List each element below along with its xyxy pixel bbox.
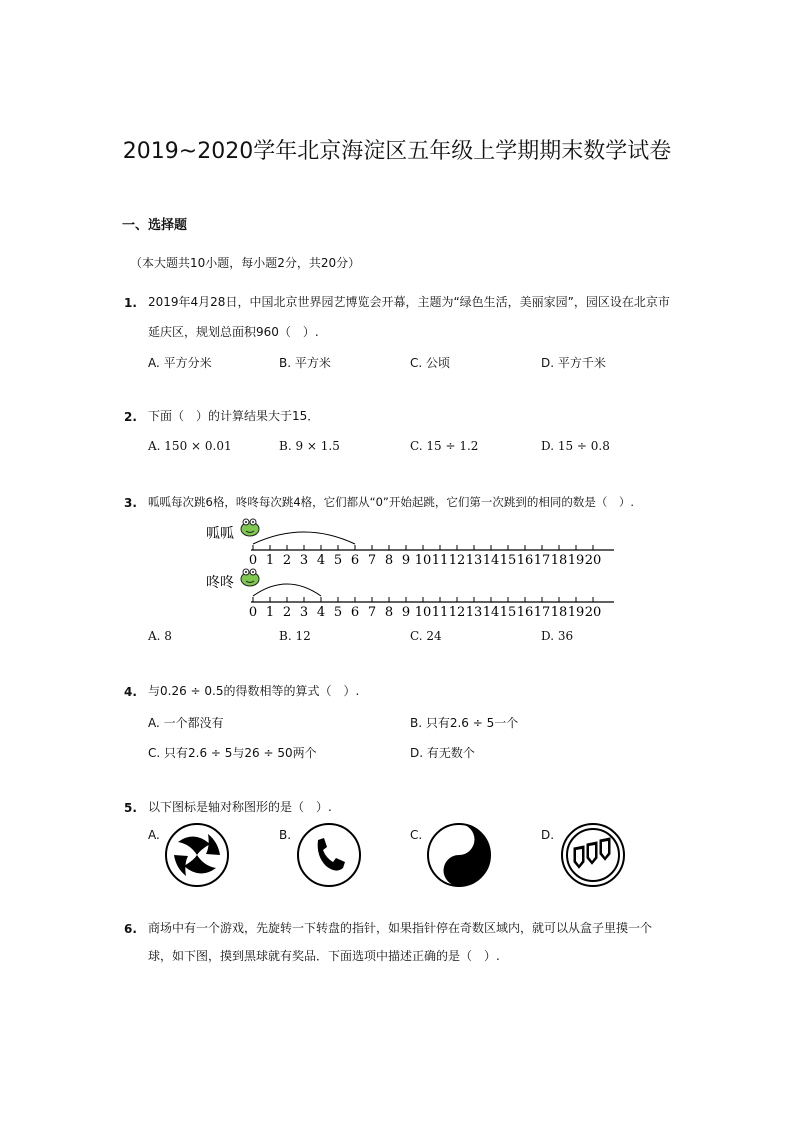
- label-guagua: 呱呱: [206, 526, 234, 542]
- question-text-line1: 商场中有一个游戏，先旋转一下转盘的指针，如果指针停在奇数区域内，就可以从盒子里摸一个: [148, 921, 653, 935]
- option-c[interactable]: C. 公顷: [410, 356, 451, 370]
- tick-label: 4: [316, 605, 326, 620]
- option-a[interactable]: A. 8: [148, 629, 172, 643]
- option-d[interactable]: D. 36: [541, 629, 574, 643]
- option-a[interactable]: A. 一个都没有: [148, 716, 224, 730]
- tick-label: 1: [265, 553, 275, 568]
- number-line-bottom: [249, 584, 614, 620]
- tick-label: 18: [550, 605, 568, 620]
- tick-label: 12: [448, 553, 466, 568]
- tick-label: 13: [465, 553, 483, 568]
- option-b[interactable]: B.: [279, 828, 292, 842]
- tick-label: 10: [414, 553, 432, 568]
- tick-label: 15: [499, 553, 517, 568]
- tick-label: 11: [431, 605, 449, 620]
- option-c[interactable]: C. 15 ÷ 1.2: [410, 439, 479, 453]
- tick-label: 7: [367, 553, 377, 568]
- option-b[interactable]: B. 只有2.6 ÷ 5一个: [410, 716, 519, 730]
- tick-label: 19: [567, 553, 585, 568]
- tick-label: 20: [584, 553, 602, 568]
- tick-label: 20: [584, 605, 602, 620]
- tick-label: 14: [482, 605, 500, 620]
- tick-label: 3: [299, 553, 309, 568]
- question-text-line1: 2019年4月28日，中国北京世界园艺博览会开幕，主题为“绿色生活，美丽家园”，园区设在北京市: [148, 295, 670, 309]
- number-line-top: [249, 532, 614, 568]
- tick-label: 19: [567, 605, 585, 620]
- option-d[interactable]: D. 有无数个: [410, 746, 475, 760]
- tick-label: 15: [499, 605, 517, 620]
- question-text-line2: 球，如下图，摸到黑球就有奖品．下面选项中描述正确的是（ ）.: [148, 949, 500, 963]
- option-d[interactable]: D. 平方千米: [541, 356, 606, 370]
- question-number: 6.: [124, 922, 137, 936]
- tick-label: 8: [384, 553, 394, 568]
- tick-label: 1: [265, 605, 275, 620]
- frog-icon: [241, 569, 259, 586]
- option-a[interactable]: A. 150 × 0.01: [148, 439, 232, 453]
- option-c[interactable]: C. 只有2.6 ÷ 5与26 ÷ 50两个: [148, 746, 317, 760]
- logo-a-icon[interactable]: [164, 822, 230, 888]
- tick-label: 9: [401, 553, 411, 568]
- tick-label: 6: [350, 553, 360, 568]
- question-text-line2: 延庆区，规划总面积960（ ）.: [148, 325, 319, 339]
- option-a[interactable]: A.: [148, 828, 160, 842]
- yin-yang-icon[interactable]: [426, 822, 492, 888]
- tick-label: 0: [248, 553, 258, 568]
- question-text-line1: 以下图标是轴对称图形的是（ ）.: [148, 800, 332, 814]
- question-text-line1: 下面（ ）的计算结果大于15．: [148, 409, 320, 423]
- tick-label: 16: [516, 605, 534, 620]
- tick-label: 5: [333, 553, 343, 568]
- tick-label: 10: [414, 605, 432, 620]
- label-dongdong: 咚咚: [206, 575, 234, 591]
- option-d[interactable]: D. 15 ÷ 0.8: [541, 439, 610, 453]
- tick-label: 0: [248, 605, 258, 620]
- option-b[interactable]: B. 9 × 1.5: [279, 439, 340, 453]
- tick-label: 17: [533, 605, 551, 620]
- tick-label: 6: [350, 605, 360, 620]
- frog-icon: [241, 519, 259, 536]
- option-b[interactable]: B. 平方米: [279, 356, 331, 370]
- tick-label: 11: [431, 553, 449, 568]
- tick-label: 8: [384, 605, 394, 620]
- tick-label: 5: [333, 605, 343, 620]
- question-number: 1.: [124, 296, 137, 310]
- shield-logo-icon[interactable]: [560, 822, 626, 888]
- tick-label: 18: [550, 553, 568, 568]
- tick-label: 2: [282, 553, 292, 568]
- tick-label: 3: [299, 605, 309, 620]
- section-note: （本大题共10小题，每小题2分，共20分）: [130, 256, 361, 270]
- option-d[interactable]: D.: [541, 828, 555, 842]
- question-text-line1: 与0.26 ÷ 0.5的得数相等的算式（ ）.: [148, 684, 360, 698]
- question-number: 2.: [124, 410, 137, 424]
- number-line-figure: [200, 512, 620, 622]
- tick-label: 16: [516, 553, 534, 568]
- page-title: 2019~2020学年北京海淀区五年级上学期期末数学试卷: [122, 139, 672, 164]
- tick-label: 14: [482, 553, 500, 568]
- option-b[interactable]: B. 12: [279, 629, 311, 643]
- phone-logo-icon[interactable]: [296, 822, 362, 888]
- question-number: 3.: [124, 496, 137, 510]
- tick-label: 7: [367, 605, 377, 620]
- tick-label: 9: [401, 605, 411, 620]
- option-a[interactable]: A. 平方分米: [148, 356, 212, 370]
- option-c[interactable]: C.: [410, 828, 423, 842]
- tick-label: 4: [316, 553, 326, 568]
- option-c[interactable]: C. 24: [410, 629, 442, 643]
- tick-label: 17: [533, 553, 551, 568]
- tick-label: 13: [465, 605, 483, 620]
- section-heading: 一、选择题: [122, 218, 188, 233]
- tick-label: 2: [282, 605, 292, 620]
- question-number: 5.: [124, 801, 137, 815]
- tick-label: 12: [448, 605, 466, 620]
- question-number: 4.: [124, 685, 137, 699]
- jump-arc: [253, 584, 321, 596]
- question-text-line1: 呱呱每次跳6格，咚咚每次跳4格，它们都从“0”开始起跳，它们第一次跳到的相同的数是（ ）.: [148, 495, 635, 509]
- jump-arc: [253, 532, 355, 544]
